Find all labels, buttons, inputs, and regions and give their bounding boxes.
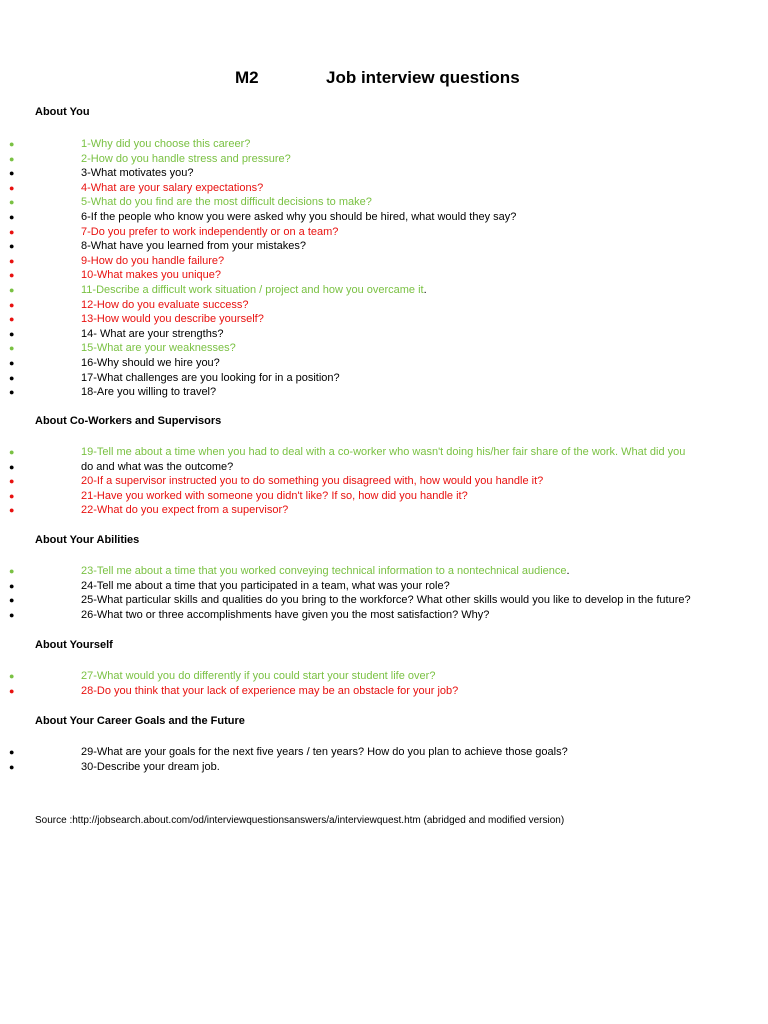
question-label: 8-What have you learned from your mistakes?	[81, 240, 306, 253]
section-heading: About Yourself	[35, 639, 113, 651]
question-label: 28-Do you think that your lack of experience may be an obstacle for your job?	[81, 684, 459, 697]
bullet-icon: ●	[9, 761, 15, 772]
question-item	[0, 239, 768, 254]
question-label: 5-What do you find are the most difficult decisions to make?	[81, 196, 372, 209]
question-text	[81, 445, 685, 460]
bullet-icon: ●	[9, 314, 15, 325]
question-text	[81, 137, 250, 152]
bullet-icon: ●	[9, 343, 15, 354]
bullet-icon: ●	[9, 580, 15, 591]
section-heading: About Co-Workers and Supervisors	[35, 415, 222, 427]
question-item	[0, 298, 768, 313]
question-item	[0, 385, 768, 400]
question-label: 10-What makes you unique?	[81, 269, 222, 282]
question-label: 30-Describe your dream job.	[81, 760, 220, 773]
question-item	[0, 579, 768, 594]
bullet-icon: ●	[9, 211, 15, 222]
question-item	[0, 195, 768, 210]
question-label: 9-How do you handle failure?	[81, 254, 225, 267]
question-text	[81, 579, 450, 594]
question-item	[0, 460, 768, 475]
question-text	[81, 684, 458, 699]
question-label: 29-What are your goals for the next five years / ten years? How do you plan to achieve those goals?	[81, 746, 568, 758]
bullet-icon: ●	[9, 476, 15, 487]
course-code: M2	[235, 68, 259, 87]
question-item	[0, 745, 768, 760]
question-label: 1-Why did you choose this career?	[81, 138, 251, 150]
question-label: 2-How do you handle stress and pressure?	[81, 152, 291, 165]
question-item	[0, 356, 768, 371]
bullet-icon: ●	[9, 328, 15, 339]
bullet-icon: ●	[9, 168, 15, 179]
question-text	[81, 239, 306, 254]
question-item	[0, 181, 768, 196]
question-item	[0, 684, 768, 699]
question-text	[81, 385, 216, 400]
question-label: 15-What are your weaknesses?	[81, 342, 236, 355]
question-label: 4-What are your salary expectations?	[81, 181, 264, 194]
question-item	[0, 254, 768, 269]
question-text	[81, 327, 223, 342]
bullet-icon: ●	[9, 447, 15, 457]
title-text: Job interview questions	[326, 68, 520, 87]
question-item	[0, 210, 768, 225]
question-text	[81, 489, 468, 504]
bullet-icon: ●	[9, 372, 15, 383]
question-list	[0, 669, 768, 698]
question-text	[81, 268, 221, 283]
question-item	[0, 327, 768, 342]
question-label: 13-How would you describe yourself?	[81, 313, 264, 326]
question-label: 18-Are you willing to travel?	[81, 386, 217, 399]
question-text	[81, 669, 435, 684]
question-item	[0, 564, 768, 579]
question-item	[0, 312, 768, 327]
question-item	[0, 474, 768, 489]
bullet-icon: ●	[9, 299, 15, 310]
section-heading: About You	[35, 106, 90, 118]
bullet-icon: ●	[9, 505, 15, 516]
question-item	[0, 760, 768, 775]
page-title	[0, 68, 768, 92]
question-item	[0, 489, 768, 504]
question-label: 27-What would you do differently if you could start your student life over?	[81, 670, 436, 682]
bullet-icon: ●	[9, 241, 15, 252]
question-list	[0, 137, 768, 400]
question-text	[81, 283, 427, 298]
question-suffix: .	[423, 283, 427, 296]
question-text	[81, 225, 338, 240]
question-label: 26-What two or three accomplishments have given you the most satisfaction? Why?	[81, 608, 490, 621]
question-item	[0, 225, 768, 240]
bullet-icon: ●	[9, 139, 15, 149]
question-list	[0, 745, 768, 774]
question-text	[81, 181, 263, 196]
bullet-icon: ●	[9, 685, 15, 696]
bullet-icon: ●	[9, 153, 15, 164]
question-item	[0, 166, 768, 181]
question-label: 21-Have you worked with someone you didn't like? If so, how did you handle it?	[81, 489, 468, 502]
question-item	[0, 503, 768, 518]
question-text	[81, 371, 340, 386]
question-text	[81, 210, 516, 225]
question-suffix: .	[566, 565, 570, 577]
question-list	[0, 564, 768, 622]
question-text	[81, 298, 249, 313]
question-label: 12-How do you evaluate success?	[81, 298, 249, 311]
question-text	[81, 608, 489, 623]
bullet-icon: ●	[9, 566, 15, 576]
question-item	[0, 268, 768, 283]
question-text	[81, 745, 568, 760]
bullet-icon: ●	[9, 284, 15, 295]
bullet-icon: ●	[9, 255, 15, 266]
question-text	[81, 166, 194, 181]
question-label: 23-Tell me about a time that you worked conveying technical information to a nontechnical audience	[81, 565, 567, 577]
question-text	[81, 593, 691, 608]
question-label: 25-What particular skills and qualities do you bring to the workforce? What other skills would you like to develop in the future?	[81, 594, 691, 607]
question-text	[81, 564, 570, 579]
question-item	[0, 341, 768, 356]
bullet-icon: ●	[9, 747, 15, 757]
bullet-icon: ●	[9, 461, 15, 472]
question-label: 11-Describe a difficult work situation / project and how you overcame it	[81, 283, 424, 296]
question-item	[0, 137, 768, 152]
bullet-icon: ●	[9, 609, 15, 620]
bullet-icon: ●	[9, 490, 15, 501]
question-label: do and what was the outcome?	[81, 460, 234, 473]
question-text	[81, 474, 543, 489]
question-list	[0, 445, 768, 518]
bullet-icon: ●	[9, 226, 15, 237]
question-text	[81, 312, 264, 327]
question-text	[81, 760, 220, 775]
question-item	[0, 445, 768, 460]
question-label: 17-What challenges are you looking for in a position?	[81, 371, 340, 384]
section-heading: About Your Abilities	[35, 534, 140, 546]
question-label: 6-If the people who know you were asked why you should be hired, what would they say?	[81, 210, 517, 223]
question-text	[81, 254, 224, 269]
bullet-icon: ●	[9, 595, 15, 606]
question-item	[0, 669, 768, 684]
question-item	[0, 283, 768, 298]
question-label: 22-What do you expect from a supervisor?	[81, 504, 289, 517]
bullet-icon: ●	[9, 671, 15, 681]
question-item	[0, 152, 768, 167]
question-item	[0, 593, 768, 608]
question-text	[81, 195, 372, 210]
bullet-icon: ●	[9, 270, 15, 281]
bullet-icon: ●	[9, 387, 15, 398]
question-text	[81, 356, 220, 371]
question-label: 20-If a supervisor instructed you to do something you disagreed with, how would you handle it?	[81, 475, 544, 488]
section-heading: About Your Career Goals and the Future	[35, 715, 245, 727]
question-text	[81, 341, 236, 356]
question-label: 19-Tell me about a time when you had to deal with a co-worker who wasn't doing his/her fair share of the work. What did you	[81, 446, 686, 458]
question-label: 16-Why should we hire you?	[81, 356, 220, 369]
question-text	[81, 503, 288, 518]
question-item	[0, 608, 768, 623]
question-text	[81, 460, 233, 475]
question-label: 7-Do you prefer to work independently or on a team?	[81, 225, 339, 238]
question-label: 3-What motivates you?	[81, 167, 194, 180]
source-note: Source :http://jobsearch.about.com/od/interviewquestionsanswers/a/interviewquest.htm (abridged and modified version)	[35, 815, 565, 826]
question-text	[81, 152, 291, 167]
bullet-icon: ●	[9, 357, 15, 368]
question-item	[0, 371, 768, 386]
bullet-icon: ●	[9, 182, 15, 193]
bullet-icon: ●	[9, 197, 15, 208]
question-label: 24-Tell me about a time that you participated in a team, what was your role?	[81, 579, 450, 592]
question-label: 14- What are your strengths?	[81, 327, 224, 340]
